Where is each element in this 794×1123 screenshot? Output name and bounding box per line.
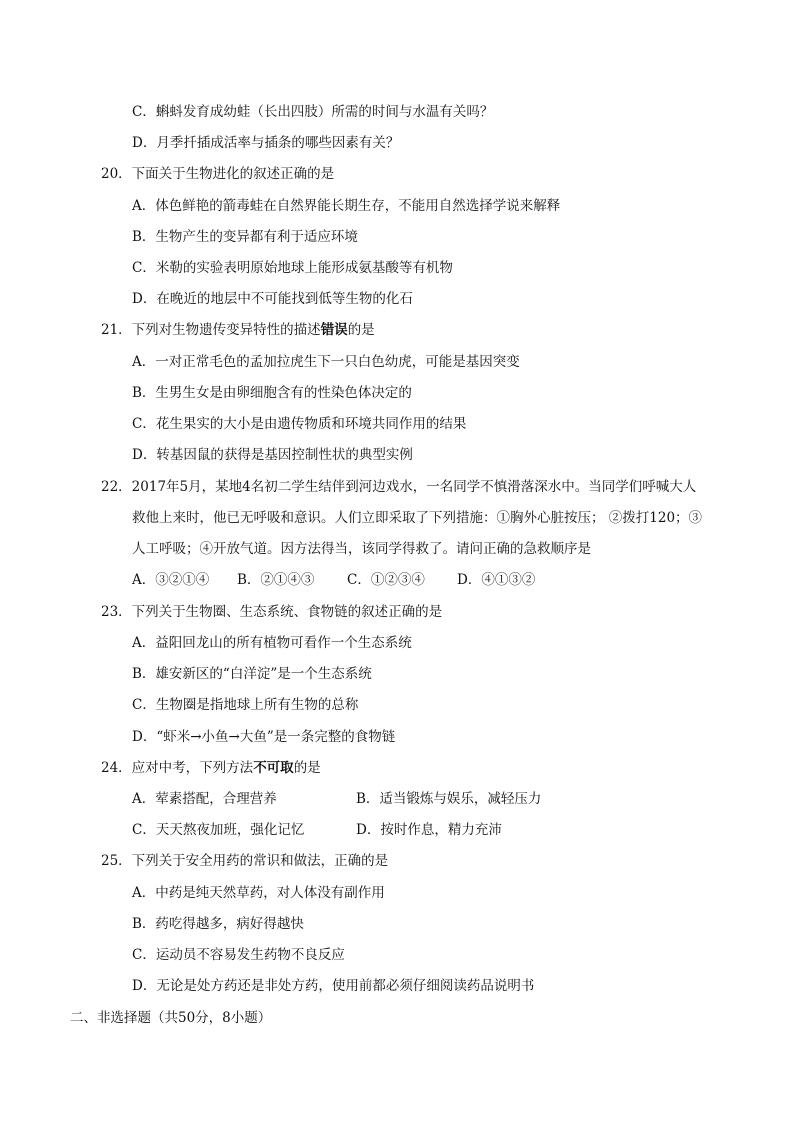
q20-option-d: D．在晚近的地层中不可能找到低等生物的化石 [132, 291, 413, 307]
q24-options-row-1 [132, 789, 541, 809]
section-2-title: 二、非选择题（共50分，8小题） [70, 1010, 272, 1026]
q25-option-c: C．运动员不容易发生药物不良反应 [132, 947, 345, 963]
q21-stem-pre: 21．下列对生物遗传变异特性的描述 [101, 322, 321, 338]
q21-option-b: B．生男生女是由卵细胞含有的性染色体决定的 [132, 385, 412, 401]
q23-option-c: C．生物圈是指地球上所有生物的总称 [132, 697, 359, 713]
q21-stem [101, 320, 375, 340]
q22-stem-line-3: 人工呼吸；④开放气道。因方法得当，该同学得救了。请问正确的急救顺序是 [132, 541, 591, 557]
q25-option-a: A．中药是纯天然草药，对人体没有副作用 [132, 885, 385, 901]
q23-option-a: A．益阳回龙山的所有植物可看作一个生态系统 [132, 635, 412, 651]
q25-stem: 25．下列关于安全用药的常识和做法，正确的是 [101, 853, 389, 869]
q22-option-c: C．①②③④ [347, 572, 425, 588]
q19-option-d: D．月季扦插成活率与插条的哪些因素有关？ [132, 135, 400, 151]
q21-option-a: A．一对正常毛色的孟加拉虎生下一只白色幼虎，可能是基因突变 [132, 354, 520, 370]
q19-option-c: C．蝌蚪发育成幼蛙（长出四肢）所需的时间与水温有关吗？ [132, 104, 494, 120]
q22-stem-line-1: 22．2017年5月，某地4名初二学生结伴到河边戏水，一名同学不慎滑落深水中。当同学们呼喊大人 [101, 479, 697, 495]
q22-stem-line-2: 救他上来时，他已无呼吸和意识。人们立即采取了下列措施：①胸外心脏按压； ②拨打120；③ [132, 510, 703, 526]
q20-option-c: C．米勒的实验表明原始地球上能形成氨基酸等有机物 [132, 260, 453, 276]
q20-option-b: B．生物产生的变异都有利于适应环境 [132, 229, 358, 245]
q23-option-d: D．“虾米→小鱼→大鱼”是一条完整的食物链 [132, 729, 396, 745]
q21-stem-post: 的是 [347, 322, 375, 338]
q25-option-b: B．药吃得越多，病好得越快 [132, 916, 304, 932]
q20-stem: 20．下面关于生物进化的叙述正确的是 [101, 166, 335, 182]
q25-option-d: D．无论是处方药还是非处方药，使用前都必须仔细阅读药品说明书 [132, 978, 535, 994]
q24-option-c: C．天天熬夜加班，强化记忆 [132, 822, 305, 838]
q24-stem-emphasis: 不可取 [253, 760, 294, 776]
q24-stem-pre: 24．应对中考，下列方法 [101, 760, 254, 776]
q22-option-b: B．②①④③ [237, 572, 315, 588]
q22-options [132, 570, 535, 590]
q22-option-d: D．④①③② [457, 572, 536, 588]
q24-option-a: A．荤素搭配，合理营养 [132, 791, 277, 807]
q21-stem-emphasis: 错误 [320, 322, 348, 338]
q21-option-d: D．转基因鼠的获得是基因控制性状的典型实例 [132, 447, 413, 463]
q21-option-c: C．花生果实的大小是由遗传物质和环境共同作用的结果 [132, 416, 467, 432]
q24-option-d: D．按时作息，精力充沛 [356, 822, 502, 838]
q24-options-row-2 [132, 820, 502, 840]
q24-stem-post: 的是 [293, 760, 321, 776]
q23-stem: 23．下列关于生物圈、生态系统、食物链的叙述正确的是 [101, 604, 443, 620]
q22-option-a: A．③②①④ [132, 572, 210, 588]
q20-option-a: A．体色鲜艳的箭毒蛙在自然界能长期生存，不能用自然选择学说来解释 [132, 198, 561, 214]
q24-option-b: B．适当锻炼与娱乐，减轻压力 [356, 791, 542, 807]
q23-option-b: B．雄安新区的“白洋淀”是一个生态系统 [132, 666, 372, 682]
q24-stem [101, 758, 321, 778]
